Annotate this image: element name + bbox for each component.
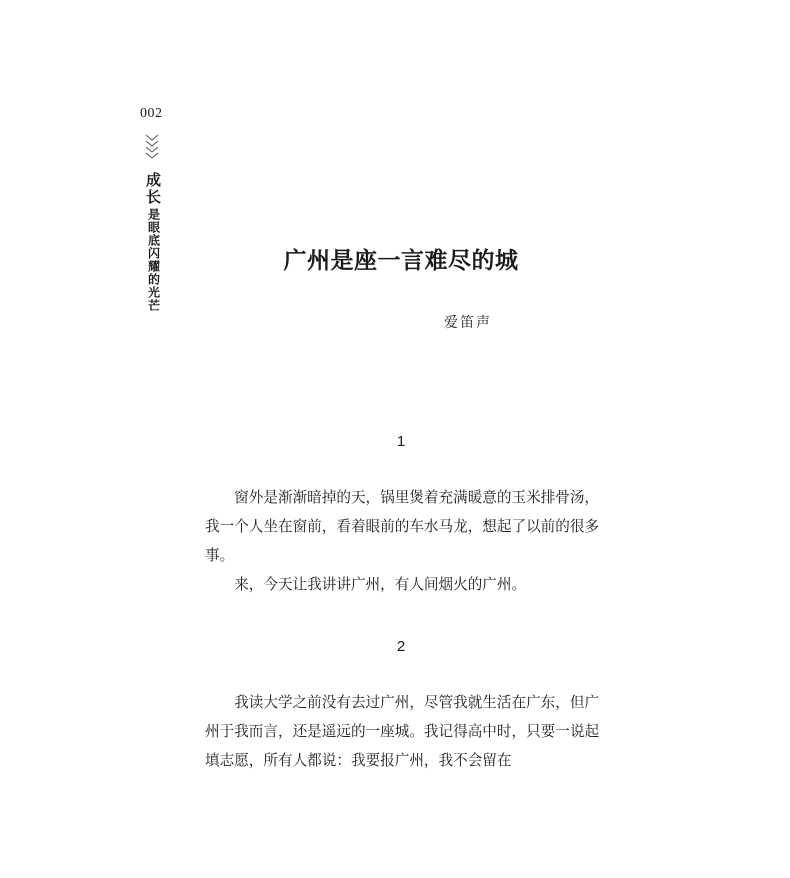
section-body (205, 688, 605, 775)
article-title: 广州是座一言难尽的城 (283, 248, 519, 274)
author-name: 爱笛声 (444, 315, 492, 331)
section-number: 2 (396, 638, 406, 655)
section-number: 1 (396, 433, 406, 450)
page-number: 002 (140, 106, 163, 121)
paragraph: 来，今天让我讲讲广州，有人间烟火的广州。 (234, 576, 527, 593)
chevron-down-icon (145, 133, 159, 159)
running-title-main: 成长 (144, 172, 162, 206)
running-title (144, 172, 162, 312)
paragraph: 我读大学之前没有去过广州，尽管我就生活在广东，但广州于我而言，还是遥远的一座城。我记得高中时，只要一说起填志愿，所有人都说：我要报广州，我不会留在 (205, 694, 600, 769)
paragraph: 窗外是渐渐暗掉的天，锅里煲着充满暖意的玉米排骨汤，我一个人坐在窗前，看着眼前的车水马龙，想起了以前的很多事。 (205, 489, 600, 564)
running-title-sub: 是眼底闪耀的光芒 (146, 208, 161, 312)
section-body (205, 483, 605, 599)
